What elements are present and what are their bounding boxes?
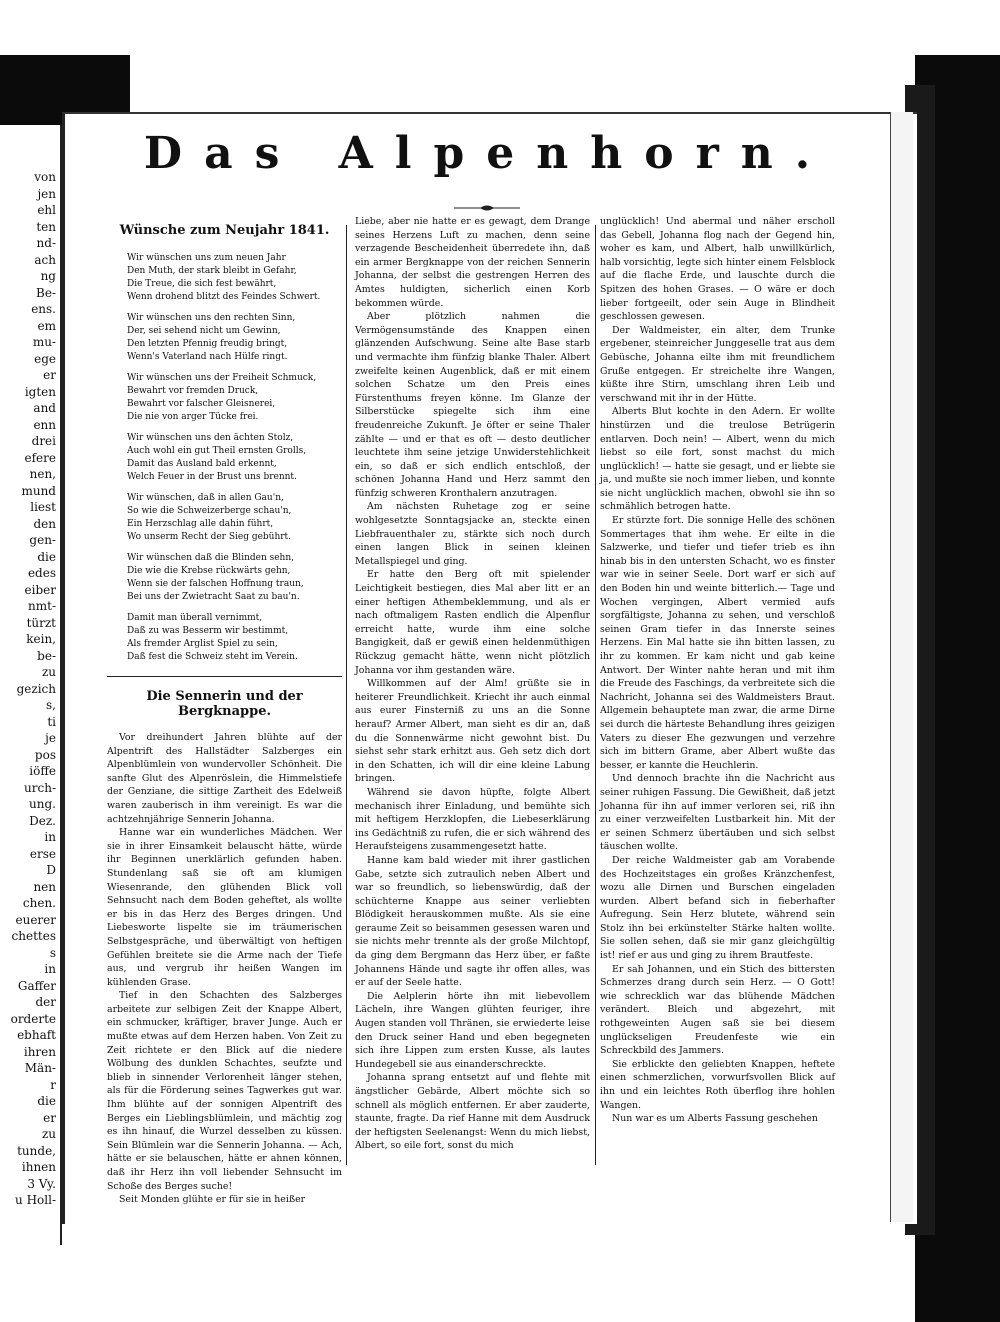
story-paragraph: Sie erblickte den geliebten Knappen, heftete einen schmerzlichen, vorwurfsvollen Blick auf ihn und ein leichtes Roth überflog ihre hohlen Wangen. — [600, 1058, 835, 1111]
previous-page-text: mund — [21, 483, 56, 498]
page-stack-edge — [890, 112, 913, 1222]
previous-page-text: ebhaft — [17, 1028, 56, 1042]
previous-page-text: der — [35, 995, 56, 1009]
story-paragraph: Seit Monden glühte er für sie in heißer — [119, 1194, 306, 1206]
previous-page-text: ung. — [29, 797, 56, 811]
previous-page-text: Män- — [24, 1061, 56, 1075]
previous-page-text: D — [46, 863, 56, 877]
previous-page-text: er — [43, 368, 56, 382]
poem-line: Damit das Ausland bald erkennt, — [127, 459, 277, 469]
poem-stanza — [127, 372, 342, 424]
poem-stanza — [127, 492, 342, 544]
previous-page-text: orderte — [10, 1011, 56, 1026]
title-flourish-ornament — [452, 203, 522, 213]
story-paragraph: Die Aelplerin hörte ihn mit liebevollem Lächeln, ihre Wangen glühten feuriger, ihre Augen standen voll Thränen, sie erwiederte leise den Druck seiner Hand und eben begegneten sich ihre Lippen zum ersten Kusse, als lautes Hundegebell sie aus einanderschreckte. — [355, 990, 590, 1070]
previous-page-text: s — [49, 945, 56, 960]
poem-line: Wir wünschen daß die Blinden sehn, — [127, 553, 295, 563]
previous-page-text: gezich — [16, 681, 56, 696]
previous-page-text: igten — [24, 384, 56, 399]
masthead-title: Das Alpenhorn. — [143, 128, 833, 179]
story-paragraph: Der reiche Waldmeister gab am Vorabende des Hochzeitstages ein großes Kränzchenfest, wozu alle Dirnen und Burschen eingeladen wurden. Albert befand sich in fieberhafter Aufregung. Sein Herz blutete, während sein Stolz ihn bei erkünstelter Stärke halten wollte. Sie sollen sehen, daß sie mir ganz gleichgültig ist! rief er aus und ging zu ihrem Brautfeste. — [600, 854, 835, 962]
previous-page-text: ten — [36, 219, 56, 234]
story-paragraph: Aber plötzlich nahmen die Vermögensumstände des Knappen einen glänzenden Aufschwung. Seine alte Base starb und vermachte ihm fünfzig blanke Thaler. Albert zweifelte keinen Augenblick, daß er mit einem solchen Schatze um den Preis eines Fürstenthums freyen könne. Im Glanze der Silberstücke spiegelte sich ihm eine freudenreiche Zukunft. Je öfter er seine Thaler zählte — und er that es oft — desto deutlicher leuchtete ihm seine jetzige Unwiderstehlichkeit ein, so daß er sich endlich entschloß, der schönen Johanna Hand und Herz sammt den fünfzig schweren Kronthalern anzutragen. — [355, 311, 590, 499]
poem-line: Damit man überall vernimmt, — [127, 613, 263, 623]
poem-line: Den Muth, der stark bleibt in Gefahr, — [127, 266, 297, 276]
previous-page-text: urch- — [24, 780, 56, 795]
story-paragraph: Am nächsten Ruhetage zog er seine wohlgesetzte Sonntagsjacke an, steckte einen Liebfrauenthaler zu, stärkte sich noch durch einen langen Blick in seinen kleinen Metallspiegel und ging. — [355, 501, 590, 567]
story-paragraph: Hanne war ein wunderliches Mädchen. Wer sie in ihrer Einsamkeit belauscht hätte, würde ihr Beginnen unerklärlich gefunden haben. Stundenlang saß sie oft am klumigen Wiesenrande, den glühenden Blick voll Sehnsucht nach dem Boden geheftet, als wollte er bis in das Herz des Berges dringen. Und Liebesworte lispelte sie im träumerischen Selbstgespräche, und überwältigt von heftigen Gefühlen breitete sie die Arme nach der Tiefe aus, und vergrub ihr heißen Wangen im kühlenden Grase. — [107, 827, 342, 988]
previous-page-text: r — [50, 1077, 56, 1092]
previous-page-text: drei — [31, 434, 56, 448]
previous-page-text: nen — [33, 879, 56, 894]
poem-line: Die wie die Krebse rückwärts gehn, — [127, 566, 291, 576]
previous-page-text: die — [37, 1094, 56, 1108]
poem-stanza — [127, 252, 342, 304]
story-column-1 — [107, 731, 342, 1207]
poem-line: Der, sei sehend nicht um Gewinn, — [127, 326, 281, 336]
story-paragraph: Tief in den Schachten des Salzberges arbeitete zur selbigen Zeit der Knappe Albert, ein schmucker, kräftiger, braver Junge. Auch er mußte etwas auf dem Herzen haben. Von Zeit zu Zeit richtete er den Blick auf die niedere Wölbung des dunklen Schachtes, seufzte und blieb in sinnender Verlorenheit länger stehen, als für die Förderung seines Tagwerkes gut war. Ihm blühte auf der sonnigen Alpentrift des Berges ein Lieblingsblümlein, und mächtig zog es ihn hinauf, die Wurzel desselben zu küssen. Sein Blümlein war die Sennerin Johanna. — Ach, hätte er sie belauschen, hätte er ahnen können, daß ihr Herz ihn voll liebender Sehnsucht im Schoße des Berges suche! — [107, 990, 342, 1192]
previous-page-text: be- — [37, 648, 56, 663]
previous-page-text: pos — [34, 747, 56, 762]
poem-stanza — [127, 432, 342, 484]
poem-line: Die nie von arger Tücke frei. — [127, 412, 259, 422]
previous-page-text: zu — [41, 665, 56, 679]
previous-page-text: efere — [24, 450, 56, 465]
column-2 — [355, 215, 590, 1153]
poem-line: Den letzten Pfennig freudig bringt, — [127, 339, 288, 349]
previous-page-text: kein, — [26, 632, 56, 646]
previous-page-text: Be- — [36, 285, 56, 300]
poem-line: Wenn sie der falschen Hoffnung traun, — [127, 579, 304, 589]
poem-line: Welch Feuer in der Brust uns brennt. — [127, 472, 297, 482]
previous-page-text: türzt — [26, 615, 56, 630]
previous-page-text: eiber — [24, 582, 56, 597]
poem-line: Wenn drohend blitzt des Feindes Schwert. — [127, 292, 321, 302]
story-paragraph: Johanna sprang entsetzt auf und flehte mit ängstlicher Gebärde, Albert möchte sich so schnell als möglich entfernen. Er aber zauderte, staunte, fragte. Da rief Hanne mit dem Ausdruck der heftigsten Seelenangst: Wenn du mich liebst, Albert, so eile fort, sonst du mich — [355, 1072, 590, 1152]
poem-stanza — [127, 312, 342, 364]
poem-line: So wie die Schweizerberge schau'n, — [127, 506, 292, 516]
previous-page-text: tunde, — [17, 1143, 56, 1158]
previous-page-text: s, — [46, 698, 56, 712]
story-paragraph: Nun war es um Alberts Fassung geschehen — [612, 1113, 818, 1125]
previous-page-text: ach — [34, 252, 56, 267]
poem-title: Wünsche zum Neujahr 1841. — [119, 223, 330, 238]
previous-page-text: er — [43, 1110, 56, 1125]
column-3 — [600, 215, 835, 1126]
column-1 — [107, 215, 342, 1207]
poem-line: Wir wünschen, daß in allen Gau'n, — [127, 493, 284, 503]
poem-line: Wir wünschen uns den ächten Stolz, — [127, 433, 294, 443]
previous-page-text: nd- — [36, 236, 56, 250]
story-paragraph: Er hatte den Berg oft mit spielender Leichtigkeit bestiegen, dies Mal aber litt er an einer heftigen Athembeklemmung, und als er nach oftmaligem Rasten endlich die Alpenflur erreicht hatte, wurde ihm eine solche Bangigkeit, daß er gewiß einen heldenmüthigen Rückzug gemacht hätte, wenn nicht plötzlich Johanna vor ihm gestanden wäre. — [355, 569, 590, 676]
poem-line: Auch wohl ein gut Theil ernsten Grolls, — [127, 446, 307, 456]
scan-background-top — [0, 0, 1000, 55]
poem-line: Wenn's Vaterland nach Hülfe ringt. — [127, 352, 288, 362]
previous-page-text: Dez. — [29, 813, 56, 828]
previous-page-text: chen. — [22, 896, 56, 910]
previous-page-text: den — [33, 516, 56, 531]
previous-page-text: nmt- — [28, 599, 56, 613]
story-column-2 — [355, 215, 590, 1153]
column-divider-2 — [595, 225, 596, 1165]
previous-page-text: ihnen — [21, 1160, 56, 1174]
previous-page-text: in — [44, 962, 56, 976]
previous-page-text: jen — [37, 186, 56, 201]
poem-line: Bewahrt vor fremden Druck, — [127, 386, 259, 396]
previous-page-text: ehl — [37, 203, 56, 217]
section-rule — [107, 676, 342, 677]
previous-page-text: die — [37, 549, 56, 564]
column-divider-1 — [346, 225, 347, 1165]
story-paragraph: Während sie davon hüpfte, folgte Albert mechanisch ihrer Einladung, und bemühte sich mit heftigem Herzklopfen, die Liebeserklärung ins Gedächtniß zu rufen, die er sich während des Heraufsteigens zusammengesetzt hatte. — [355, 786, 590, 853]
poem-line: Daß fest die Schweiz steht im Verein. — [127, 652, 298, 662]
poem-stanza — [127, 612, 342, 664]
previous-page-text: ege — [34, 351, 56, 366]
previous-page-text: nen, — [29, 467, 56, 481]
poem-line: Bewahrt vor falscher Gleisnerei, — [127, 399, 276, 409]
poem-line: Ein Herzschlag alle dahin führt, — [127, 519, 274, 529]
poem-line: Die Treue, die sich fest bewährt, — [127, 279, 277, 289]
previous-page-text: ng — [40, 269, 56, 283]
poem-line: Wir wünschen uns zum neuen Jahr — [127, 253, 286, 263]
poem-line: Wo unserm Recht der Sieg gebührt. — [127, 532, 292, 542]
previous-page-text: ens. — [31, 302, 56, 316]
story-title: Die Sennerin und der Bergknappe. — [146, 689, 303, 719]
story-paragraph: Willkommen auf der Alm! grüßte sie in heiterer Freundlichkeit. Kriecht ihr auch einmal aus eurer Finsterniß zu uns an die Sonne herauf? Armer Albert, man sieht es dir an, daß du die Sonnenwärme nicht gewohnt bist. Du siehst sehr stark erhitzt aus. Geh setz dich dort in den Schatten, ich will dir eine kleine Labung bringen. — [355, 678, 590, 785]
story-paragraph: Er stürzte fort. Die sonnige Helle des schönen Sommertages that ihm wehe. Er eilte in die Salzwerke, und tiefer und tiefer trieb es ihn hinab bis in den untersten Schacht, wo es finster war wie in seiner Seele. Dort warf er sich auf den Boden hin und weinte bitterlich.— Tage und Wochen vergingen, Albert vermied aufs sorgfältigste, Johanna zu sehen, und verschloß seinen Gram tiefer in das Innerste seines Herzens. Ein Mal hatte sie ihn bitten lassen, zu ihr zu kommen. Er kam nicht und gab keine Antwort. Der Winter nahte heran und mit ihm die Freude des Faschings, da verbreitete sich die Nachricht, Johanna sei des Waldmeisters Braut. Allgemein behauptete man zwar, die arme Dirne sei durch die härteste Behandlung ihres geizigen Vaters zu dieser Ehe gezwungen und verzehre sich im bittern Grame, aber Albert wußte das besser, er kannte die Heuchlerin. — [600, 515, 835, 771]
previous-page-text: gen- — [29, 533, 56, 547]
previous-page-text: je — [45, 731, 56, 745]
story-paragraph: unglücklich! Und abermal und näher erscholl das Gebell, Johanna flog nach der Gegend hin, woher es kam, und Albert, halb unwillkürlich, halb vorsichtig, legte sich hinter einem Felsblock auf die flache Erde, und lauschte durch die Spitzen des hohen Grases. — O wäre er doch lieber fortgeeilt, oder sein Auge in Blindheit geschlossen gewesen. — [600, 216, 835, 323]
story-paragraph: Der Waldmeister, ein alter, dem Trunke ergebener, steinreicher Junggeselle trat aus dem Gebüsche, Johanna eilte ihm mit freundlichem Gruße entgegen. Er streichelte ihre Wangen, küßte ihre Stirn, umschlang ihren Leib und verschwand mit ihr in der Hütte. — [600, 324, 835, 404]
poem-line: Als fremder Arglist Spiel zu sein, — [127, 639, 278, 649]
poem-line: Daß zu was Besserm wir bestimmt, — [127, 626, 289, 636]
story-paragraph: Hanne kam bald wieder mit ihrer gastlichen Gabe, setzte sich zutraulich neben Albert und war so freundlich, so liebenswürdig, daß der schüchterne Knappe aus seiner verliebten Blödigkeit herauskommen mußte. Als sie eine geraume Zeit so beisammen gesessen waren und sie nichts mehr trennte als der große Milchtopf, da ging dem Bergmann das Herz über, er faßte Johannens Hände und sagte ihr offen alles, was er auf der Seele hatte. — [355, 854, 590, 989]
story-paragraph: Liebe, aber nie hatte er es gewagt, dem Drange seines Herzens Luft zu machen, denn seine verzagende Bescheidenheit überredete ihn, daß ein armer Bergknappe von der reichen Sennerin Johanna, der selbst die gestrengen Herren des Amtes huldigten, sicherlich einen Korb bekommen würde. — [355, 216, 590, 309]
previous-page-text: enn — [33, 417, 56, 432]
previous-page-text: erse — [29, 846, 56, 861]
previous-page-text: edes — [27, 566, 56, 580]
poem-body — [107, 252, 342, 664]
previous-page-text: in — [44, 830, 56, 844]
previous-page-text: euerer — [15, 912, 56, 927]
previous-page-text: zu — [41, 1127, 56, 1141]
story-column-3 — [600, 215, 835, 1126]
previous-page-text: ti — [47, 714, 56, 729]
previous-page-text: chettes — [11, 929, 56, 943]
poem-stanza — [127, 552, 342, 604]
previous-page-text: and — [33, 401, 56, 415]
poem-line: Bei uns der Zwietracht Saat zu bau'n. — [127, 592, 300, 602]
story-paragraph: Alberts Blut kochte in den Adern. Er wollte hinstürzen und die treulose Betrügerin entlarven. Doch nein! — Albert, wenn du mich liebst so eile fort, sonst machst du mich unglücklich! — hatte sie gesagt, und er liebte sie ja, und mußte sie noch immer lieben, und konnte sie nicht unglücklich machen, obwohl sie ihn so schmählich betrogen hatte. — [600, 406, 835, 513]
story-paragraph: Und dennoch brachte ihn die Nachricht aus seiner ruhigen Fassung. Die Gewißheit, daß jetzt Johanna für ihn auf immer verloren sei, riß ihn zu einer verzweifelten Lustbarkeit hin. Mit der er seinen Schmerz übertäuben und sich selbst täuschen wollte. — [600, 773, 835, 853]
previous-page-fragment — [0, 125, 62, 1245]
story-paragraph: Er sah Johannen, und ein Stich des bittersten Schmerzes drang durch sein Herz. — O Gott! wie schrecklich war das blühende Mädchen verändert. Bleich und abgezehrt, mit rothgeweinten Augen saß sie bei diesem unglückseligen Freudenfeste wie ein Schreckbild des Jammers. — [600, 963, 835, 1057]
poem-line: Wir wünschen uns der Freiheit Schmuck, — [127, 373, 317, 383]
poem-line: Wir wünschen uns den rechten Sinn, — [127, 313, 296, 323]
previous-page-text: mu- — [32, 335, 56, 349]
previous-page-text: Gaffer — [17, 978, 56, 993]
previous-page-text: 3 Vy. — [27, 1176, 56, 1191]
previous-page-text: u Holl- — [15, 1193, 56, 1207]
previous-page-text: ihren — [23, 1044, 56, 1059]
previous-page-text: em — [37, 318, 56, 333]
previous-page-text: von — [34, 170, 56, 184]
previous-page-text: liest — [30, 500, 56, 514]
previous-page-text: iöffe — [29, 764, 56, 778]
story-paragraph: Vor dreihundert Jahren blühte auf der Alpentrift des Hallstädter Salzberges ein Alpenblümlein von wundervoller Schönheit. Die sanfte Glut des Alpenröslein, die Himmelstiefe der Genziane, die sittige Zartheit des Edelweiß waren zauberisch in ihm vereinigt. Es war die achtzehnjährige Sennerin Johanna. — [107, 732, 342, 825]
